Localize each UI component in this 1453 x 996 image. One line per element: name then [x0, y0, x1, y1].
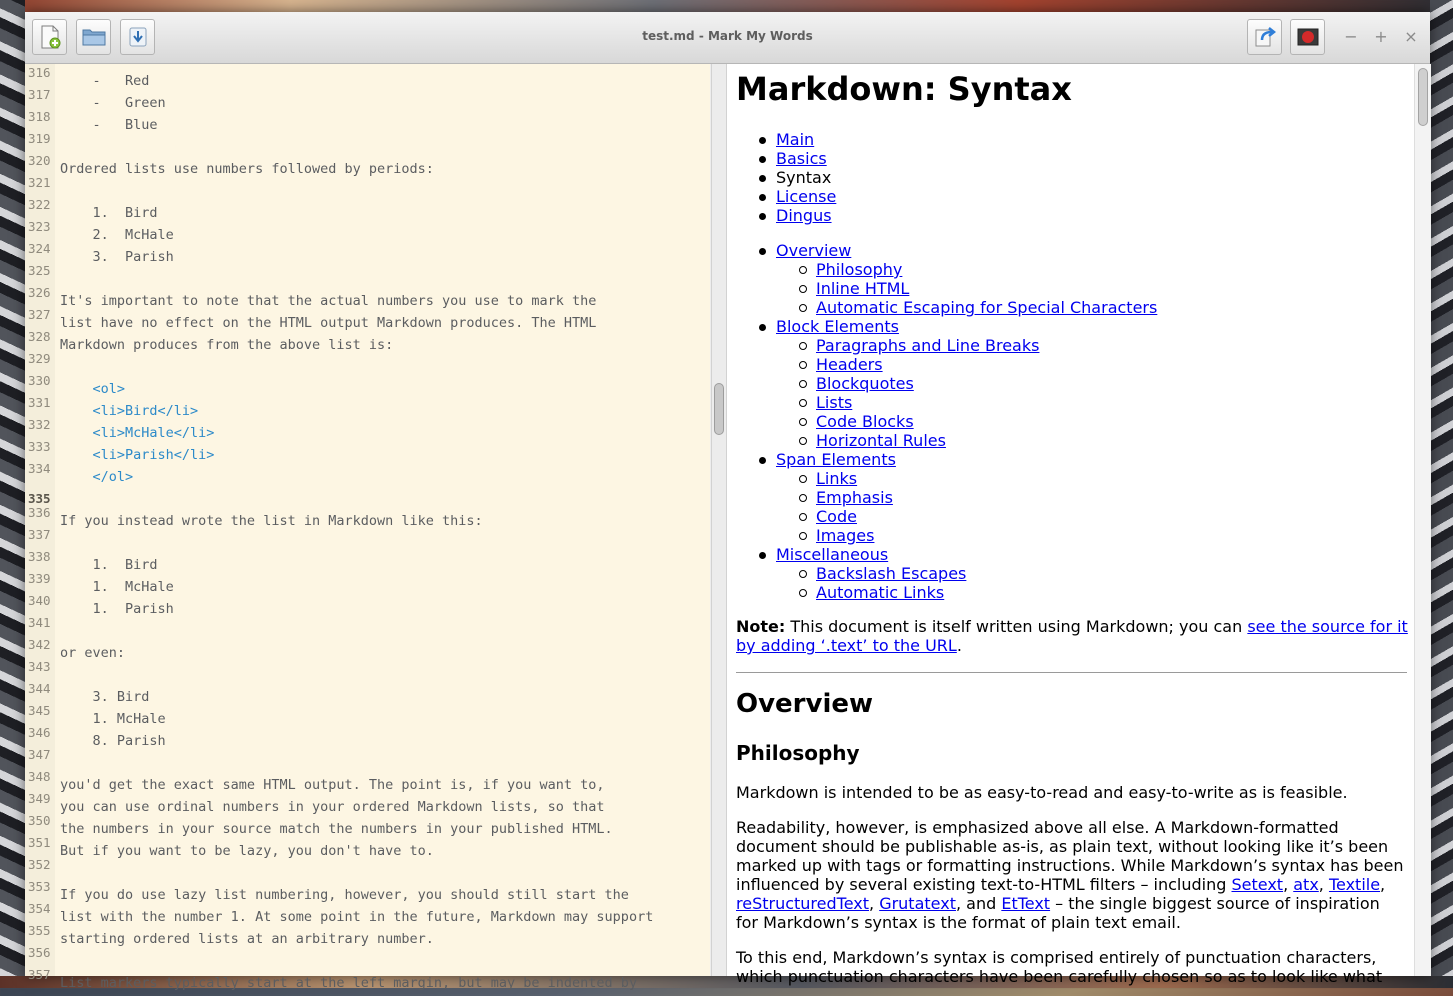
line-number: 334	[28, 461, 51, 476]
line-text: 1. Bird	[60, 557, 158, 573]
line-number: 331	[28, 395, 51, 410]
nav-item-dingus[interactable]	[776, 206, 832, 225]
markdown-editor[interactable]	[25, 64, 710, 991]
p2-line-5: – the single biggest source of inspiration	[1050, 894, 1380, 913]
line-number: 339	[28, 571, 51, 586]
editor-line[interactable]	[25, 197, 710, 226]
line-number: 323	[28, 219, 51, 234]
line-text: It's important to note that the actual numbers you use to mark the	[60, 293, 597, 309]
line-text: <li>Bird</li>	[60, 403, 199, 419]
horizontal-rule	[736, 672, 1407, 673]
toc-link[interactable]: Lists	[816, 393, 853, 412]
export-button[interactable]	[1247, 19, 1282, 55]
toc-item[interactable]	[816, 431, 946, 450]
editor-line[interactable]	[25, 615, 710, 644]
toc-link[interactable]: Miscellaneous	[776, 545, 889, 564]
toc-item[interactable]	[776, 545, 888, 564]
line-number: 350	[28, 813, 51, 828]
toc-item[interactable]	[816, 393, 852, 412]
p2-line-6: for Markdown’s syntax is the format of plain text email.	[736, 913, 1181, 932]
editor-line[interactable]	[25, 791, 710, 820]
editor-line[interactable]	[25, 329, 710, 358]
line-text: 1. McHale	[60, 579, 174, 595]
line-number: 353	[28, 879, 51, 894]
editor-scrollbar-thumb[interactable]	[714, 383, 724, 435]
line-text: list with the number 1. At some point in the future, Markdown may support	[60, 909, 654, 925]
line-number: 326	[28, 285, 51, 300]
line-number: 342	[28, 637, 51, 652]
line-text: 8. Parish	[60, 733, 166, 749]
toc-link[interactable]: Span Elements	[776, 450, 896, 469]
nav-item-label[interactable]: Main	[776, 130, 815, 149]
note-text: This document is itself written using Markdown; you can	[785, 617, 1248, 636]
p2-line-1: Readability, however, is emphasized above all else. A Markdown-formatted	[736, 818, 1339, 837]
line-text: Ordered lists use numbers followed by periods:	[60, 161, 434, 177]
textile-link[interactable]: Textile	[1328, 875, 1381, 894]
editor-line[interactable]	[25, 109, 710, 138]
line-number: 327	[28, 307, 51, 322]
toc-item[interactable]	[776, 317, 899, 336]
nav-item-label[interactable]: License	[776, 187, 837, 206]
window-title: test.md - Mark My Words	[642, 29, 813, 43]
line-number: 330	[28, 373, 51, 388]
line-text: you'd get the exact same HTML output. The point is, if you want to,	[60, 777, 605, 793]
editor-line[interactable]	[25, 263, 710, 292]
p3-line-2: which punctuation characters have been carefully chosen so as to look like what	[736, 967, 1383, 986]
editor-line[interactable]	[25, 65, 710, 94]
editor-line[interactable]	[25, 417, 710, 446]
line-number: 341	[28, 615, 51, 630]
line-number: 324	[28, 241, 51, 256]
preview-scrollbar-thumb[interactable]	[1418, 68, 1428, 126]
line-text: 1. Bird	[60, 205, 158, 221]
line-text: - Green	[60, 95, 166, 111]
p2-comma: ,	[1380, 875, 1386, 894]
toc-link[interactable]: Backslash Escapes	[816, 564, 967, 583]
p2-comma: ,	[869, 894, 880, 913]
toc-link[interactable]: Links	[816, 469, 858, 488]
editor-line[interactable]	[25, 571, 710, 600]
line-number: 355	[28, 923, 51, 938]
editor-line[interactable]	[25, 659, 710, 688]
toc-link[interactable]: Images	[816, 526, 875, 545]
editor-line[interactable]	[25, 637, 710, 666]
restructuredtext-link[interactable]: reStructuredText	[736, 894, 870, 913]
toc-item[interactable]	[816, 564, 966, 583]
line-number: 344	[28, 681, 51, 696]
toc-item[interactable]	[816, 298, 1157, 317]
paragraph-2	[736, 818, 1408, 932]
toc-link[interactable]: Automatic Links	[816, 583, 945, 602]
line-number: 351	[28, 835, 51, 850]
p2-line-3: marked up with tags or formatting instructions. While Markdown’s syntax has been	[736, 856, 1404, 875]
line-number: 328	[28, 329, 51, 344]
line-text: <ol>	[60, 381, 126, 397]
ettext-link[interactable]: EtText	[1001, 894, 1051, 913]
editor-line[interactable]	[25, 945, 710, 974]
toc-item[interactable]	[816, 507, 857, 526]
paragraph-1: Markdown is intended to be as easy-to-read and easy-to-write as is feasible.	[736, 783, 1348, 802]
line-text: or even:	[60, 645, 126, 661]
p3-line-1: To this end, Markdown’s syntax is comprised entirely of punctuation characters,	[736, 948, 1377, 967]
line-text: - Blue	[60, 117, 158, 133]
line-number: 345	[28, 703, 51, 718]
close-button[interactable]: ×	[1404, 27, 1418, 46]
toc-item[interactable]	[816, 488, 893, 507]
line-number: 340	[28, 593, 51, 608]
toc-item[interactable]	[776, 450, 896, 469]
line-number: 317	[28, 87, 51, 102]
p2-line-4: influenced by several existing text-to-HTML filters – including	[736, 875, 1232, 894]
editor-line[interactable]	[25, 153, 710, 182]
line-number: 356	[28, 945, 51, 960]
editor-line[interactable]	[25, 681, 710, 710]
p2-line-2: document should be publishable as-is, as plain text, without looking like it’s been	[736, 837, 1389, 856]
editor-line[interactable]	[25, 461, 710, 490]
editor-line[interactable]	[25, 835, 710, 864]
desktop-background-right	[1430, 0, 1453, 988]
editor-line[interactable]	[25, 527, 710, 556]
editor-line[interactable]	[25, 285, 710, 314]
p2-comma: ,	[1283, 875, 1294, 894]
toc-link[interactable]: Automatic Escaping for Special Characters	[816, 298, 1158, 317]
philosophy-heading: Philosophy	[736, 741, 860, 765]
toc-link[interactable]: Blockquotes	[816, 374, 914, 393]
preview-scrollbar[interactable]	[1414, 64, 1431, 976]
editor-scrollbar[interactable]	[711, 64, 727, 976]
nav-item-license[interactable]	[776, 187, 836, 206]
nav-item-label[interactable]: Dingus	[776, 206, 832, 225]
line-text: 1. McHale	[60, 711, 166, 727]
line-text: Markdown produces from the above list is:	[60, 337, 394, 353]
line-number: 349	[28, 791, 51, 806]
setext-link[interactable]: Setext	[1231, 875, 1284, 894]
line-number: 322	[28, 197, 51, 212]
toc-link[interactable]: Block Elements	[776, 317, 899, 336]
toc-item[interactable]	[776, 241, 851, 260]
line-number: 346	[28, 725, 51, 740]
toc-link[interactable]: Emphasis	[816, 488, 893, 507]
source-link-continued[interactable]: by adding ‘.text’ to the URL	[736, 636, 957, 655]
minimize-button[interactable]: −	[1344, 27, 1358, 46]
line-number: 347	[28, 747, 51, 762]
record-icon	[1297, 28, 1319, 46]
paragraph-3	[736, 948, 1408, 986]
toc-item[interactable]	[816, 279, 909, 298]
nav-item-label: Syntax	[776, 168, 832, 187]
title-bar	[25, 12, 1430, 64]
line-text: If you instead wrote the list in Markdown like this:	[60, 513, 483, 529]
toc-link[interactable]: Overview	[776, 241, 852, 260]
toc-link[interactable]: Headers	[816, 355, 883, 374]
toc-item[interactable]	[816, 260, 902, 279]
note-label: Note:	[736, 617, 786, 636]
source-link[interactable]: see the source for it	[1247, 617, 1408, 636]
desktop-background-top	[0, 0, 1453, 12]
editor-line[interactable]	[25, 131, 710, 160]
toc-item[interactable]	[816, 583, 944, 602]
line-text: If you do use lazy list numbering, however, you should still start the	[60, 887, 629, 903]
nav-item-main[interactable]	[776, 130, 814, 149]
preview-title: Markdown: Syntax	[736, 70, 1072, 108]
line-number: 343	[28, 659, 51, 674]
toc-item[interactable]	[816, 355, 883, 374]
toc-item[interactable]	[816, 526, 874, 545]
editor-line[interactable]	[25, 725, 710, 754]
line-text: you can use ordinal numbers in your ordered Markdown lists, so that	[60, 799, 605, 815]
line-number: 352	[28, 857, 51, 872]
nav-item-basics[interactable]	[776, 149, 827, 168]
line-text: the numbers in your source match the numbers in your published HTML.	[60, 821, 613, 837]
toc-link[interactable]: Horizontal Rules	[816, 431, 946, 450]
line-text: starting ordered lists at an arbitrary number.	[60, 931, 434, 947]
record-button[interactable]	[1290, 19, 1325, 55]
editor-line[interactable]	[25, 307, 710, 336]
nav-item-syntax	[776, 168, 831, 187]
toc-link[interactable]: Code	[816, 507, 857, 526]
editor-line[interactable]	[25, 241, 710, 270]
line-number: 337	[28, 527, 51, 542]
editor-line[interactable]	[25, 549, 710, 578]
toc-item[interactable]	[816, 469, 857, 488]
line-number: 318	[28, 109, 51, 124]
line-number: 333	[28, 439, 51, 454]
toc-link[interactable]: Inline HTML	[816, 279, 910, 298]
note-end: .	[956, 636, 962, 655]
line-text: - Red	[60, 73, 150, 89]
editor-line[interactable]	[25, 490, 710, 512]
editor-line[interactable]	[25, 87, 710, 116]
line-number: 325	[28, 263, 51, 278]
line-number: 321	[28, 175, 51, 190]
line-text: But if you want to be lazy, you don't have to.	[60, 843, 434, 859]
line-text: List markers typically start at the left margin, but may be indented by	[60, 975, 638, 991]
editor-line[interactable]	[25, 901, 710, 930]
editor-line[interactable]	[25, 175, 710, 204]
line-number: 338	[28, 549, 51, 564]
editor-line[interactable]	[25, 219, 710, 248]
html-preview	[727, 64, 1414, 986]
line-number: 335	[28, 491, 51, 506]
editor-line[interactable]	[25, 395, 710, 424]
line-text: 3. Bird	[60, 689, 150, 705]
line-text: 3. Parish	[60, 249, 174, 265]
p2-comma: ,	[1318, 875, 1329, 894]
nav-item-label[interactable]: Basics	[776, 149, 827, 168]
line-text: </ol>	[60, 469, 134, 485]
editor-line[interactable]	[25, 593, 710, 622]
overview-heading: Overview	[736, 689, 874, 719]
editor-line[interactable]	[25, 703, 710, 732]
toc-item[interactable]	[816, 412, 914, 431]
toc-link[interactable]: Philosophy	[816, 260, 903, 279]
line-text: <li>McHale</li>	[60, 425, 215, 441]
desktop-background-left	[0, 0, 25, 988]
editor-line[interactable]	[25, 373, 710, 402]
line-number: 348	[28, 769, 51, 784]
line-text: 1. Parish	[60, 601, 174, 617]
line-text: <li>Parish</li>	[60, 447, 215, 463]
line-number: 319	[28, 131, 51, 146]
toc-link[interactable]: Code Blocks	[816, 412, 914, 431]
atx-link[interactable]: atx	[1293, 875, 1319, 894]
editor-line[interactable]	[25, 967, 710, 996]
editor-line[interactable]	[25, 923, 710, 952]
note-paragraph	[736, 617, 1408, 655]
editor-line[interactable]	[25, 505, 710, 534]
editor-line[interactable]	[25, 879, 710, 908]
editor-line[interactable]	[25, 769, 710, 798]
grutatext-link[interactable]: Grutatext	[879, 894, 956, 913]
toc-link[interactable]: Paragraphs and Line Breaks	[816, 336, 1040, 355]
line-text: 2. McHale	[60, 227, 174, 243]
editor-line[interactable]	[25, 857, 710, 886]
editor-line[interactable]	[25, 813, 710, 842]
editor-line[interactable]	[25, 439, 710, 468]
editor-line[interactable]	[25, 747, 710, 776]
line-text: list have no effect on the HTML output Markdown produces. The HTML	[60, 315, 597, 331]
p2-and: , and	[955, 894, 1002, 913]
line-number: 354	[28, 901, 51, 916]
toc-item[interactable]	[816, 336, 1039, 355]
line-number: 320	[28, 153, 51, 168]
share-arrow-icon	[1254, 26, 1276, 48]
line-number: 329	[28, 351, 51, 366]
line-number: 336	[28, 505, 51, 520]
line-number: 316	[28, 65, 51, 80]
app-window	[25, 12, 1430, 991]
editor-line[interactable]	[25, 351, 710, 380]
line-number: 332	[28, 417, 51, 432]
line-number: 357	[28, 967, 51, 982]
toc-item[interactable]	[816, 374, 914, 393]
maximize-button[interactable]: +	[1374, 27, 1388, 46]
